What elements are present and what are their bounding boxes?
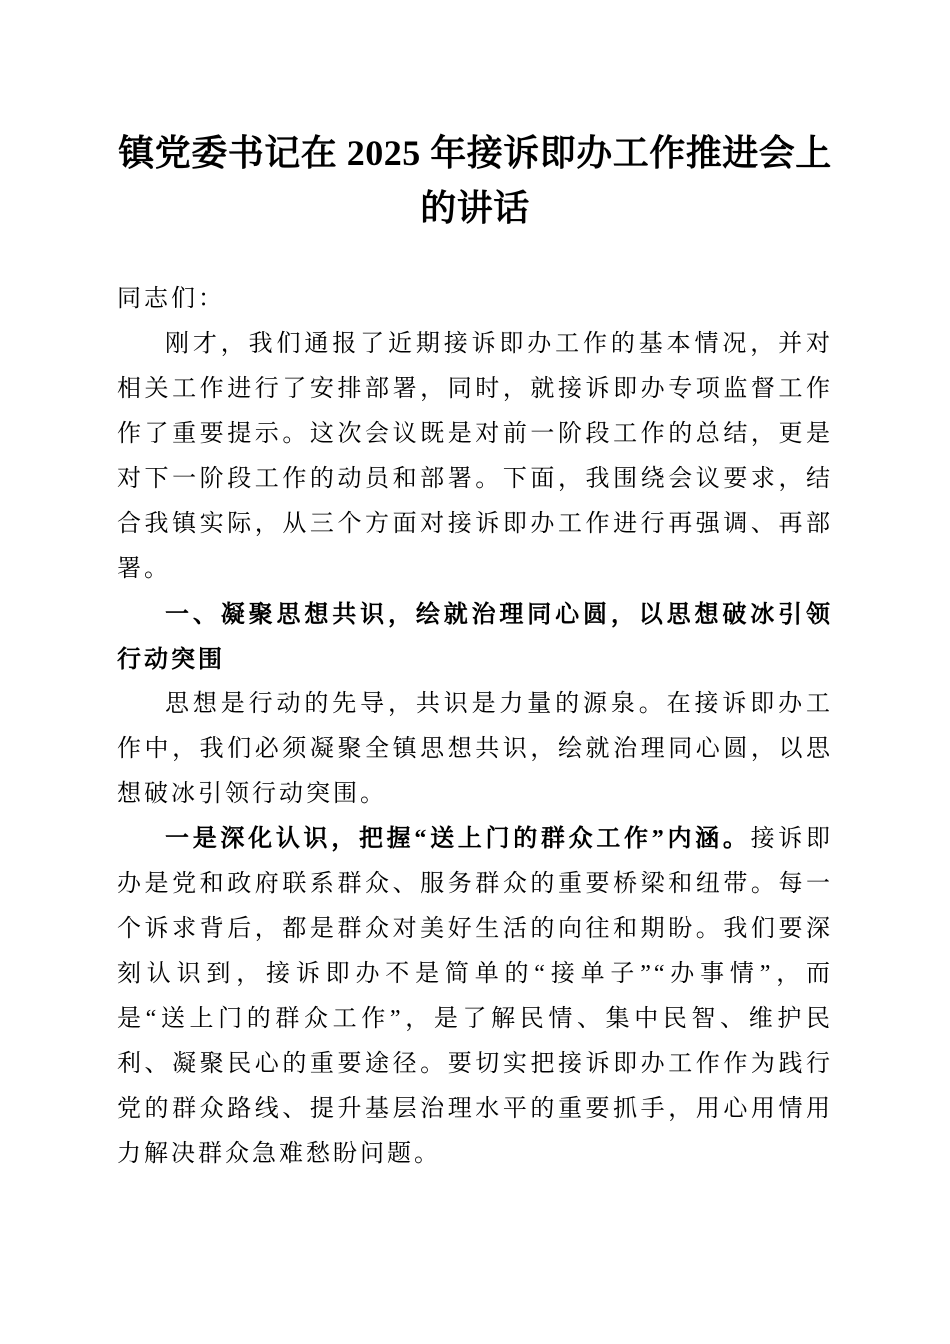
opening-paragraph: 刚才，我们通报了近期接诉即办工作的基本情况，并对相关工作进行了安排部署，同时，就接诉即办专项监督工作作了重要提示。这次会议既是对前一阶段工作的总结，更是对下一阶段工作的动员和部署。下面，我围绕会议要求，结合我镇实际，从三个方面对接诉即办工作进行再强调、再部署。: [117, 331, 833, 582]
salutation: 同志们：: [117, 286, 225, 312]
section-1-intro-paragraph: 思想是行动的先导，共识是力量的源泉。在接诉即办工作中，我们必须凝聚全镇思想共识，绘就治理同心圆，以思想破冰引领行动突围。: [117, 691, 833, 807]
section-1-heading: 一、凝聚思想共识，绘就治理同心圆，以思想破冰引领行动突围: [117, 601, 833, 673]
point-1-body-text: 接诉即办是党和政府联系群众、服务群众的重要桥梁和纽带。每一个诉求背后，都是群众对美好生活的向往和期盼。我们要深刻认识到，接诉即办不是简单的“接单子”“办事情”，而是“送上门的群众工作”，是了解民情、集中民智、维护民利、凝聚民心的重要途径。要切实把接诉即办工作作为践行党的群众路线、提升基层治理水平的重要抓手，用心用情用力解决群众急难愁盼问题。: [117, 826, 834, 1167]
document-title-line-2: 的讲话: [420, 188, 530, 228]
document-title: [117, 126, 833, 236]
point-1-bold-lead: 一是深化认识，把握“送上门的群众工作”内涵。: [165, 826, 751, 852]
document-title-line-1: 镇党委书记在 2025 年接诉即办工作推进会上: [118, 133, 832, 173]
section-1-point-1-paragraph: [117, 817, 833, 1177]
